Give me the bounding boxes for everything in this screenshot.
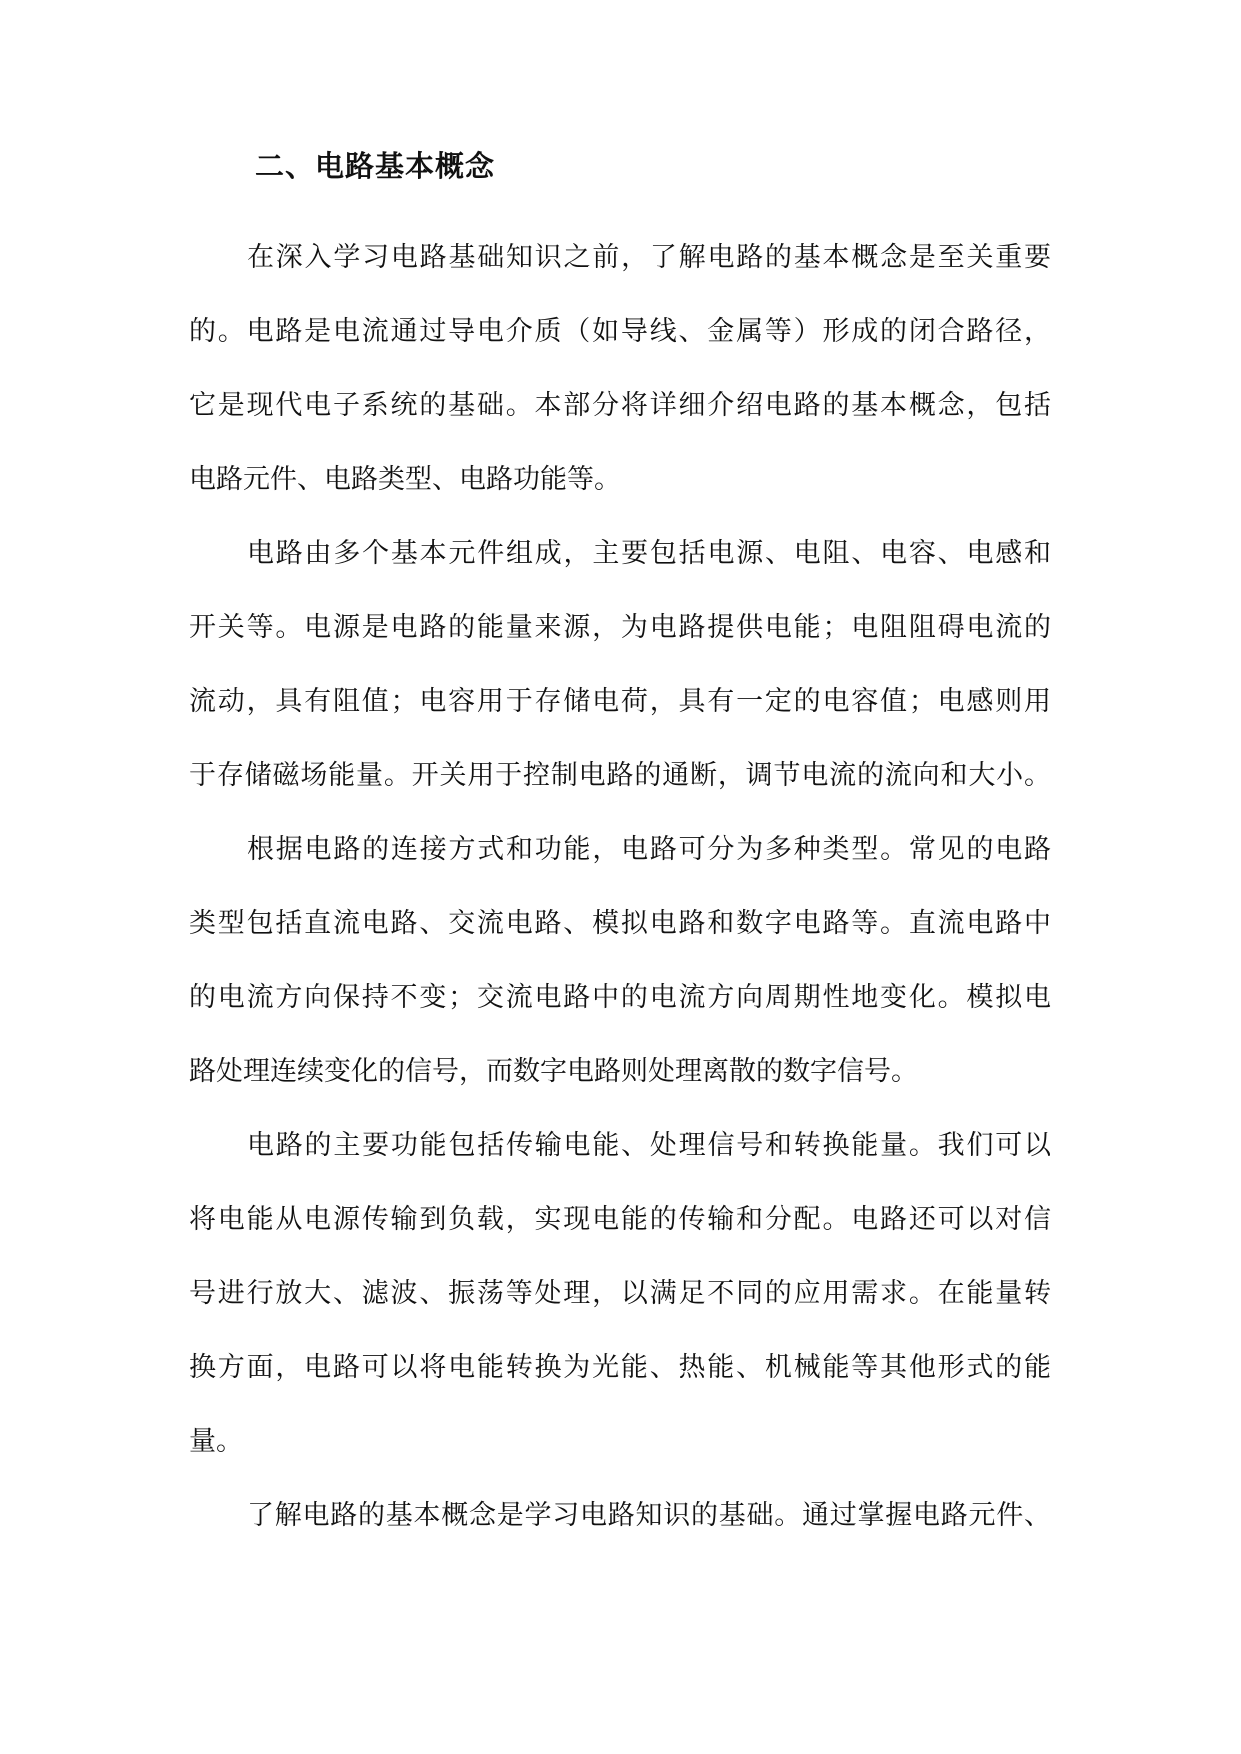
paragraph-2-line-3: 流动，具有阻值；电容用于存储电荷，具有一定的电容值；电感则用 bbox=[189, 686, 1051, 717]
paragraph-1-line-4: 电路元件、电路类型、电路功能等。 bbox=[189, 464, 621, 495]
paragraph-1-line-3: 它是现代电子系统的基础。本部分将详细介绍电路的基本概念，包括 bbox=[189, 390, 1051, 421]
paragraph-4-line-5: 量。 bbox=[189, 1426, 243, 1457]
paragraph-4-line-3: 号进行放大、滤波、振荡等处理，以满足不同的应用需求。在能量转 bbox=[189, 1278, 1051, 1309]
paragraph-3-line-4: 路处理连续变化的信号，而数字电路则处理离散的数字信号。 bbox=[189, 1056, 918, 1087]
paragraph-2-line-2: 开关等。电源是电路的能量来源，为电路提供电能；电阻阻碍电流的 bbox=[189, 612, 1051, 643]
paragraph-4-line-4: 换方面，电路可以将电能转换为光能、热能、机械能等其他形式的能 bbox=[189, 1352, 1051, 1383]
paragraph-4-line-1: 电路的主要功能包括传输电能、处理信号和转换能量。我们可以 bbox=[247, 1130, 1051, 1161]
paragraph-1-line-1: 在深入学习电路基础知识之前，了解电路的基本概念是至关重要 bbox=[247, 242, 1051, 273]
paragraph-3-line-1: 根据电路的连接方式和功能，电路可分为多种类型。常见的电路 bbox=[247, 834, 1051, 865]
paragraph-1-line-2: 的。电路是电流通过导电介质（如导线、金属等）形成的闭合路径， bbox=[189, 316, 1051, 347]
section-heading: 二、电路基本概念 bbox=[255, 149, 496, 183]
paragraph-4-line-2: 将电能从电源传输到负载，实现电能的传输和分配。电路还可以对信 bbox=[189, 1204, 1051, 1235]
paragraph-2-line-4: 于存储磁场能量。开关用于控制电路的通断，调节电流的流向和大小。 bbox=[189, 760, 1051, 791]
paragraph-3-line-2: 类型包括直流电路、交流电路、模拟电路和数字电路等。直流电路中 bbox=[189, 908, 1051, 939]
paragraph-3-line-3: 的电流方向保持不变；交流电路中的电流方向周期性地变化。模拟电 bbox=[189, 982, 1051, 1013]
paragraph-2-line-1: 电路由多个基本元件组成，主要包括电源、电阻、电容、电感和 bbox=[247, 538, 1051, 569]
paragraph-5-line-1: 了解电路的基本概念是学习电路知识的基础。通过掌握电路元件、 bbox=[247, 1500, 1051, 1531]
